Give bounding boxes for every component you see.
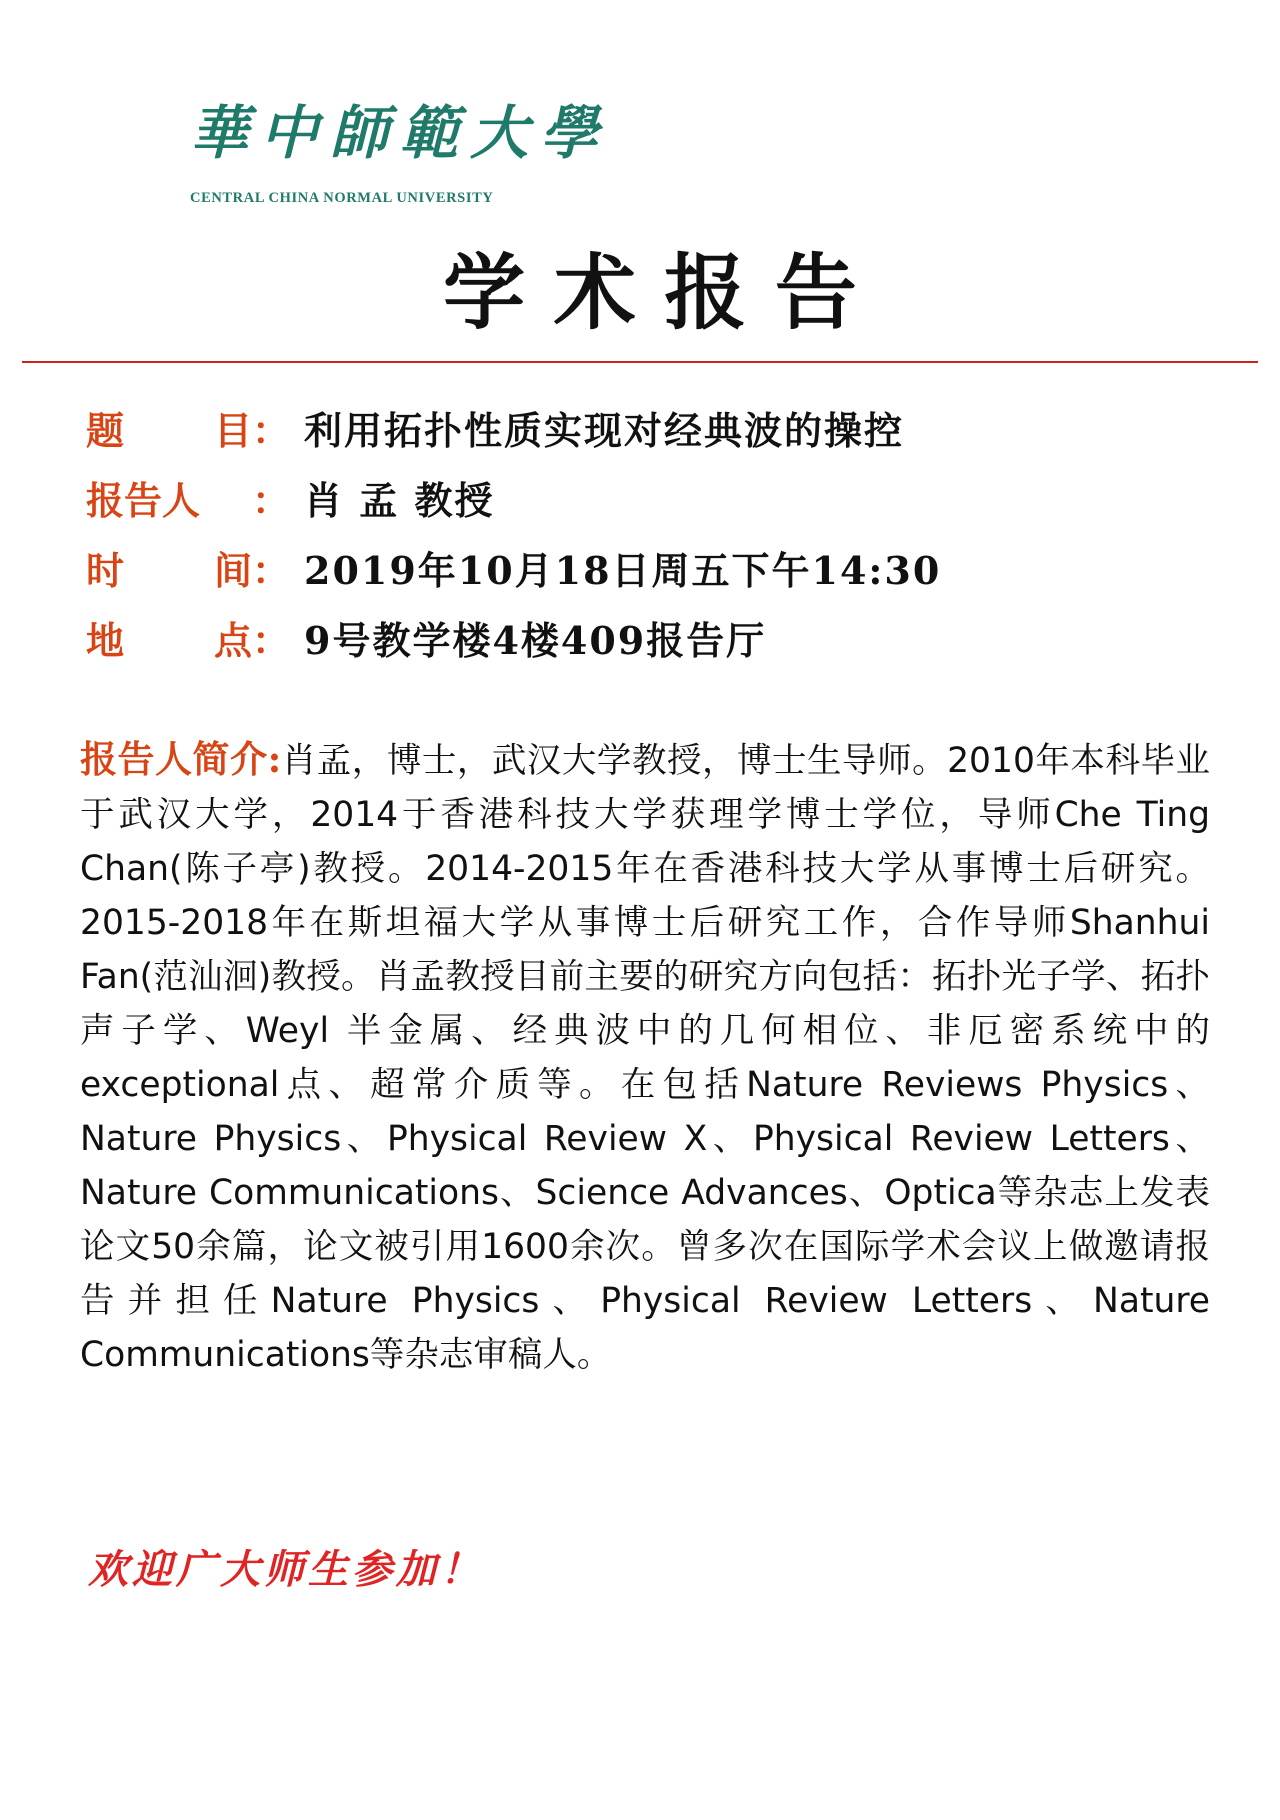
location-label-part1: 地 bbox=[86, 617, 125, 663]
page-title: 学 术 报 告 bbox=[443, 245, 857, 341]
speaker-row bbox=[86, 462, 1236, 532]
topic-label bbox=[86, 400, 304, 455]
logo-chinese-name: 華中師範大學 bbox=[190, 99, 611, 167]
time-row bbox=[86, 532, 1236, 602]
location-label-part2: 点： bbox=[213, 617, 290, 663]
location-value: 9号教学楼4楼409报告厅 bbox=[304, 617, 767, 663]
location-row bbox=[86, 602, 1236, 672]
speaker-bio bbox=[80, 732, 1210, 1382]
speaker-label bbox=[86, 470, 304, 525]
speaker-value: 肖 孟 教授 bbox=[304, 477, 495, 523]
bio-text: 肖孟，博士，武汉大学教授，博士生导师。2010年本科毕业于武汉大学，2014于香港科技大学获理学博士学位，导师Che Ting Chan(陈子亭)教授。2014-2015年在香港科技大学从事博士后研究。2015-2018年在斯坦福大学从事博士后研究工作，合作导师Shanhui Fan(范汕洄)教授。肖孟教授目前主要的研究方向包括：拓扑光子学、拓扑声子学、Weyl 半金属、经典波中的几何相位、非厄密系统中的exceptional点、超常介质等。在包括Nature Reviews Physics、Nature Physics、Physical Review X、Physical Review Letters、Nature Communications、Science Advances、Optica等杂志上发表论文50余篇，论文被引用1600余次。曾多次在国际学术会议上做邀请报告并担任Nature Physics、Physical Review Letters、Nature Communications等杂志审稿人。 bbox=[80, 741, 1210, 1375]
time-label bbox=[86, 540, 304, 595]
speaker-label-part1: 报告人 bbox=[86, 477, 201, 523]
time-label-part2: 间： bbox=[213, 547, 290, 593]
location-label bbox=[86, 610, 304, 665]
topic-label-part1: 题 bbox=[86, 407, 125, 453]
topic-row bbox=[86, 392, 1236, 462]
bio-label: 报告人简介: bbox=[80, 737, 282, 781]
time-label-part1: 时 bbox=[86, 547, 125, 593]
speaker-label-part2: ： bbox=[251, 477, 290, 523]
university-logo bbox=[190, 99, 611, 207]
topic-value: 利用拓扑性质实现对经典波的操控 bbox=[304, 407, 905, 453]
logo-english-name: CENTRAL CHINA NORMAL UNIVERSITY bbox=[190, 190, 494, 206]
topic-label-part2: 目： bbox=[213, 407, 290, 453]
time-value: 2019年10月18日周五下午14:30 bbox=[304, 547, 942, 593]
title-divider bbox=[22, 361, 1258, 363]
event-info bbox=[86, 392, 1236, 672]
welcome-message: 欢迎广大师生参加！ bbox=[88, 1546, 484, 1593]
